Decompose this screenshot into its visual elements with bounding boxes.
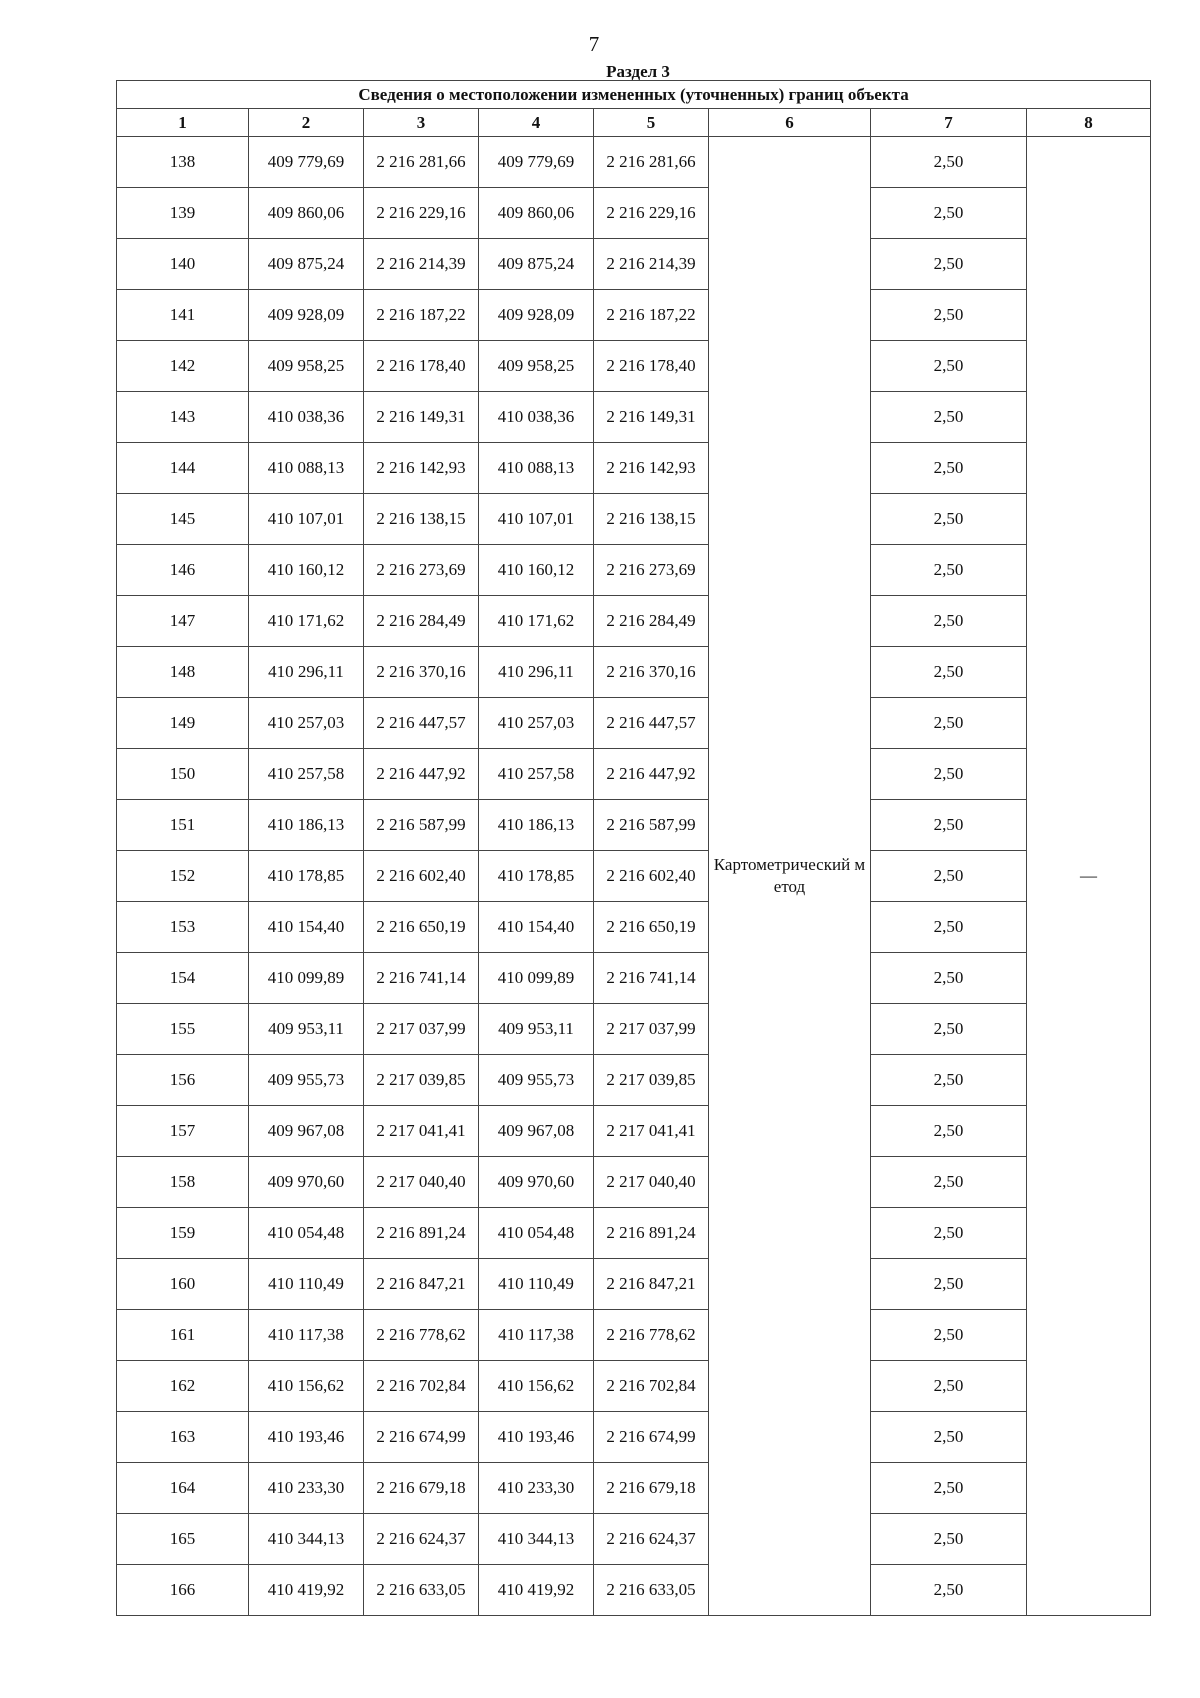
x-new-cell: 410 344,13 — [479, 1514, 594, 1565]
accuracy-cell: 2,50 — [871, 1361, 1027, 1412]
accuracy-cell: 2,50 — [871, 902, 1027, 953]
point-number-cell: 164 — [117, 1463, 249, 1514]
table-row — [117, 443, 1151, 494]
point-number-cell: 162 — [117, 1361, 249, 1412]
table-row — [117, 596, 1151, 647]
x-existing-cell: 409 875,24 — [249, 239, 364, 290]
y-existing-cell: 2 216 778,62 — [364, 1310, 479, 1361]
note-cell: — — [1027, 137, 1151, 1616]
x-new-cell: 410 233,30 — [479, 1463, 594, 1514]
table-caption-row — [117, 81, 1151, 109]
x-existing-cell: 410 171,62 — [249, 596, 364, 647]
x-existing-cell: 409 860,06 — [249, 188, 364, 239]
y-existing-cell: 2 216 229,16 — [364, 188, 479, 239]
x-existing-cell: 409 967,08 — [249, 1106, 364, 1157]
y-existing-cell: 2 217 039,85 — [364, 1055, 479, 1106]
x-existing-cell: 410 296,11 — [249, 647, 364, 698]
point-number-cell: 153 — [117, 902, 249, 953]
y-new-cell: 2 216 741,14 — [594, 953, 709, 1004]
point-number-cell: 149 — [117, 698, 249, 749]
x-new-cell: 410 193,46 — [479, 1412, 594, 1463]
x-new-cell: 409 860,06 — [479, 188, 594, 239]
x-existing-cell: 410 257,03 — [249, 698, 364, 749]
point-number-cell: 150 — [117, 749, 249, 800]
y-existing-cell: 2 216 149,31 — [364, 392, 479, 443]
table-row — [117, 1259, 1151, 1310]
column-number-3: 3 — [364, 109, 479, 137]
y-new-cell: 2 216 273,69 — [594, 545, 709, 596]
y-new-cell: 2 216 142,93 — [594, 443, 709, 494]
y-existing-cell: 2 216 370,16 — [364, 647, 479, 698]
y-new-cell: 2 216 602,40 — [594, 851, 709, 902]
point-number-cell: 152 — [117, 851, 249, 902]
y-existing-cell: 2 216 674,99 — [364, 1412, 479, 1463]
x-existing-cell: 410 054,48 — [249, 1208, 364, 1259]
accuracy-cell: 2,50 — [871, 1157, 1027, 1208]
table-row — [117, 749, 1151, 800]
point-number-cell: 161 — [117, 1310, 249, 1361]
column-number-4: 4 — [479, 109, 594, 137]
table-row — [117, 1463, 1151, 1514]
accuracy-cell: 2,50 — [871, 1055, 1027, 1106]
x-new-cell: 410 117,38 — [479, 1310, 594, 1361]
x-existing-cell: 410 257,58 — [249, 749, 364, 800]
table-row — [117, 341, 1151, 392]
table-row — [117, 1208, 1151, 1259]
x-existing-cell: 410 110,49 — [249, 1259, 364, 1310]
y-new-cell: 2 216 587,99 — [594, 800, 709, 851]
x-existing-cell: 410 186,13 — [249, 800, 364, 851]
y-new-cell: 2 216 214,39 — [594, 239, 709, 290]
x-new-cell: 410 038,36 — [479, 392, 594, 443]
x-existing-cell: 409 955,73 — [249, 1055, 364, 1106]
boundary-coordinates-table — [116, 80, 1151, 1616]
x-new-cell: 410 296,11 — [479, 647, 594, 698]
y-new-cell: 2 216 702,84 — [594, 1361, 709, 1412]
accuracy-cell: 2,50 — [871, 1004, 1027, 1055]
point-number-cell: 139 — [117, 188, 249, 239]
x-new-cell: 409 967,08 — [479, 1106, 594, 1157]
accuracy-cell: 2,50 — [871, 698, 1027, 749]
y-existing-cell: 2 216 273,69 — [364, 545, 479, 596]
table-row — [117, 545, 1151, 596]
table-row — [117, 800, 1151, 851]
table-body — [117, 137, 1151, 1616]
y-existing-cell: 2 216 679,18 — [364, 1463, 479, 1514]
y-new-cell: 2 216 679,18 — [594, 1463, 709, 1514]
accuracy-cell: 2,50 — [871, 596, 1027, 647]
x-existing-cell: 410 088,13 — [249, 443, 364, 494]
point-number-cell: 148 — [117, 647, 249, 698]
y-existing-cell: 2 216 447,92 — [364, 749, 479, 800]
x-new-cell: 410 186,13 — [479, 800, 594, 851]
x-new-cell: 410 088,13 — [479, 443, 594, 494]
y-existing-cell: 2 217 041,41 — [364, 1106, 479, 1157]
x-existing-cell: 410 156,62 — [249, 1361, 364, 1412]
section-title: Раздел 3 — [606, 62, 670, 81]
point-number-cell: 147 — [117, 596, 249, 647]
table-row — [117, 290, 1151, 341]
accuracy-cell: 2,50 — [871, 392, 1027, 443]
table-row — [117, 1361, 1151, 1412]
accuracy-cell: 2,50 — [871, 545, 1027, 596]
method-cell — [709, 137, 871, 1616]
table-caption: Сведения о местоположении измененных (уточненных) границ объекта — [117, 81, 1151, 109]
table-row — [117, 1157, 1151, 1208]
y-new-cell: 2 216 674,99 — [594, 1412, 709, 1463]
x-existing-cell: 409 928,09 — [249, 290, 364, 341]
page-number: 7 — [588, 32, 600, 56]
point-number-cell: 163 — [117, 1412, 249, 1463]
table-row — [117, 953, 1151, 1004]
y-existing-cell: 2 216 178,40 — [364, 341, 479, 392]
x-existing-cell: 410 038,36 — [249, 392, 364, 443]
x-existing-cell: 410 344,13 — [249, 1514, 364, 1565]
point-number-cell: 144 — [117, 443, 249, 494]
x-new-cell: 409 875,24 — [479, 239, 594, 290]
point-number-cell: 154 — [117, 953, 249, 1004]
x-existing-cell: 409 779,69 — [249, 137, 364, 188]
x-existing-cell: 410 193,46 — [249, 1412, 364, 1463]
accuracy-cell: 2,50 — [871, 851, 1027, 902]
x-new-cell: 410 154,40 — [479, 902, 594, 953]
x-existing-cell: 409 953,11 — [249, 1004, 364, 1055]
table-row — [117, 1310, 1151, 1361]
table-row — [117, 647, 1151, 698]
accuracy-cell: 2,50 — [871, 749, 1027, 800]
y-existing-cell: 2 216 281,66 — [364, 137, 479, 188]
x-new-cell: 410 160,12 — [479, 545, 594, 596]
x-existing-cell: 410 178,85 — [249, 851, 364, 902]
y-new-cell: 2 216 624,37 — [594, 1514, 709, 1565]
y-new-cell: 2 217 037,99 — [594, 1004, 709, 1055]
x-new-cell: 410 171,62 — [479, 596, 594, 647]
point-number-cell: 142 — [117, 341, 249, 392]
y-existing-cell: 2 216 187,22 — [364, 290, 479, 341]
accuracy-cell: 2,50 — [871, 239, 1027, 290]
accuracy-cell: 2,50 — [871, 647, 1027, 698]
y-new-cell: 2 216 178,40 — [594, 341, 709, 392]
table-row — [117, 1565, 1151, 1616]
x-existing-cell: 410 160,12 — [249, 545, 364, 596]
x-new-cell: 410 099,89 — [479, 953, 594, 1004]
accuracy-cell: 2,50 — [871, 1106, 1027, 1157]
accuracy-cell: 2,50 — [871, 1565, 1027, 1616]
x-new-cell: 409 928,09 — [479, 290, 594, 341]
point-number-cell: 145 — [117, 494, 249, 545]
table-row — [117, 494, 1151, 545]
point-number-cell: 160 — [117, 1259, 249, 1310]
x-existing-cell: 410 099,89 — [249, 953, 364, 1004]
y-new-cell: 2 216 149,31 — [594, 392, 709, 443]
y-new-cell: 2 216 847,21 — [594, 1259, 709, 1310]
x-new-cell: 409 955,73 — [479, 1055, 594, 1106]
y-new-cell: 2 216 650,19 — [594, 902, 709, 953]
x-new-cell: 409 779,69 — [479, 137, 594, 188]
point-number-cell: 141 — [117, 290, 249, 341]
y-existing-cell: 2 216 741,14 — [364, 953, 479, 1004]
y-new-cell: 2 217 040,40 — [594, 1157, 709, 1208]
column-number-row — [117, 109, 1151, 137]
x-existing-cell: 409 970,60 — [249, 1157, 364, 1208]
point-number-cell: 165 — [117, 1514, 249, 1565]
y-existing-cell: 2 216 142,93 — [364, 443, 479, 494]
table-row — [117, 188, 1151, 239]
column-number-2: 2 — [249, 109, 364, 137]
x-new-cell: 410 156,62 — [479, 1361, 594, 1412]
y-existing-cell: 2 217 037,99 — [364, 1004, 479, 1055]
table-row — [117, 1055, 1151, 1106]
y-existing-cell: 2 216 891,24 — [364, 1208, 479, 1259]
y-existing-cell: 2 217 040,40 — [364, 1157, 479, 1208]
y-new-cell: 2 217 039,85 — [594, 1055, 709, 1106]
x-new-cell: 410 257,58 — [479, 749, 594, 800]
x-new-cell: 410 419,92 — [479, 1565, 594, 1616]
table-row — [117, 902, 1151, 953]
point-number-cell: 146 — [117, 545, 249, 596]
point-number-cell: 138 — [117, 137, 249, 188]
y-new-cell: 2 216 284,49 — [594, 596, 709, 647]
point-number-cell: 143 — [117, 392, 249, 443]
point-number-cell: 155 — [117, 1004, 249, 1055]
table-row — [117, 1004, 1151, 1055]
y-existing-cell: 2 216 447,57 — [364, 698, 479, 749]
y-existing-cell: 2 216 602,40 — [364, 851, 479, 902]
table-row — [117, 1412, 1151, 1463]
y-existing-cell: 2 216 650,19 — [364, 902, 479, 953]
y-new-cell: 2 217 041,41 — [594, 1106, 709, 1157]
x-new-cell: 409 953,11 — [479, 1004, 594, 1055]
accuracy-cell: 2,50 — [871, 1514, 1027, 1565]
accuracy-cell: 2,50 — [871, 1208, 1027, 1259]
x-existing-cell: 410 154,40 — [249, 902, 364, 953]
point-number-cell: 156 — [117, 1055, 249, 1106]
table-row — [117, 698, 1151, 749]
point-number-cell: 166 — [117, 1565, 249, 1616]
y-existing-cell: 2 216 214,39 — [364, 239, 479, 290]
method-text: Картометрический метод — [713, 855, 866, 896]
point-number-cell: 157 — [117, 1106, 249, 1157]
column-number-6: 6 — [709, 109, 871, 137]
x-new-cell: 410 107,01 — [479, 494, 594, 545]
table-row — [117, 851, 1151, 902]
x-new-cell: 409 958,25 — [479, 341, 594, 392]
y-existing-cell: 2 216 624,37 — [364, 1514, 479, 1565]
x-new-cell: 410 054,48 — [479, 1208, 594, 1259]
y-new-cell: 2 216 187,22 — [594, 290, 709, 341]
x-existing-cell: 410 419,92 — [249, 1565, 364, 1616]
x-new-cell: 410 257,03 — [479, 698, 594, 749]
accuracy-cell: 2,50 — [871, 1259, 1027, 1310]
accuracy-cell: 2,50 — [871, 1310, 1027, 1361]
y-existing-cell: 2 216 587,99 — [364, 800, 479, 851]
table-row — [117, 137, 1151, 188]
column-number-1: 1 — [117, 109, 249, 137]
accuracy-cell: 2,50 — [871, 290, 1027, 341]
x-new-cell: 410 110,49 — [479, 1259, 594, 1310]
y-existing-cell: 2 216 847,21 — [364, 1259, 479, 1310]
column-number-8: 8 — [1027, 109, 1151, 137]
accuracy-cell: 2,50 — [871, 137, 1027, 188]
y-new-cell: 2 216 633,05 — [594, 1565, 709, 1616]
y-existing-cell: 2 216 633,05 — [364, 1565, 479, 1616]
accuracy-cell: 2,50 — [871, 800, 1027, 851]
table-row — [117, 1106, 1151, 1157]
y-existing-cell: 2 216 284,49 — [364, 596, 479, 647]
y-new-cell: 2 216 778,62 — [594, 1310, 709, 1361]
y-new-cell: 2 216 447,57 — [594, 698, 709, 749]
column-number-7: 7 — [871, 109, 1027, 137]
x-existing-cell: 410 107,01 — [249, 494, 364, 545]
x-existing-cell: 409 958,25 — [249, 341, 364, 392]
point-number-cell: 158 — [117, 1157, 249, 1208]
column-number-5: 5 — [594, 109, 709, 137]
y-new-cell: 2 216 229,16 — [594, 188, 709, 239]
x-new-cell: 410 178,85 — [479, 851, 594, 902]
accuracy-cell: 2,50 — [871, 188, 1027, 239]
point-number-cell: 140 — [117, 239, 249, 290]
y-new-cell: 2 216 447,92 — [594, 749, 709, 800]
accuracy-cell: 2,50 — [871, 953, 1027, 1004]
table-row — [117, 239, 1151, 290]
y-existing-cell: 2 216 702,84 — [364, 1361, 479, 1412]
point-number-cell: 159 — [117, 1208, 249, 1259]
accuracy-cell: 2,50 — [871, 443, 1027, 494]
accuracy-cell: 2,50 — [871, 1412, 1027, 1463]
x-new-cell: 409 970,60 — [479, 1157, 594, 1208]
accuracy-cell: 2,50 — [871, 494, 1027, 545]
table-row — [117, 392, 1151, 443]
x-existing-cell: 410 233,30 — [249, 1463, 364, 1514]
y-new-cell: 2 216 370,16 — [594, 647, 709, 698]
y-new-cell: 2 216 891,24 — [594, 1208, 709, 1259]
point-number-cell: 151 — [117, 800, 249, 851]
table-row — [117, 1514, 1151, 1565]
y-existing-cell: 2 216 138,15 — [364, 494, 479, 545]
accuracy-cell: 2,50 — [871, 341, 1027, 392]
x-existing-cell: 410 117,38 — [249, 1310, 364, 1361]
accuracy-cell: 2,50 — [871, 1463, 1027, 1514]
y-new-cell: 2 216 281,66 — [594, 137, 709, 188]
y-new-cell: 2 216 138,15 — [594, 494, 709, 545]
